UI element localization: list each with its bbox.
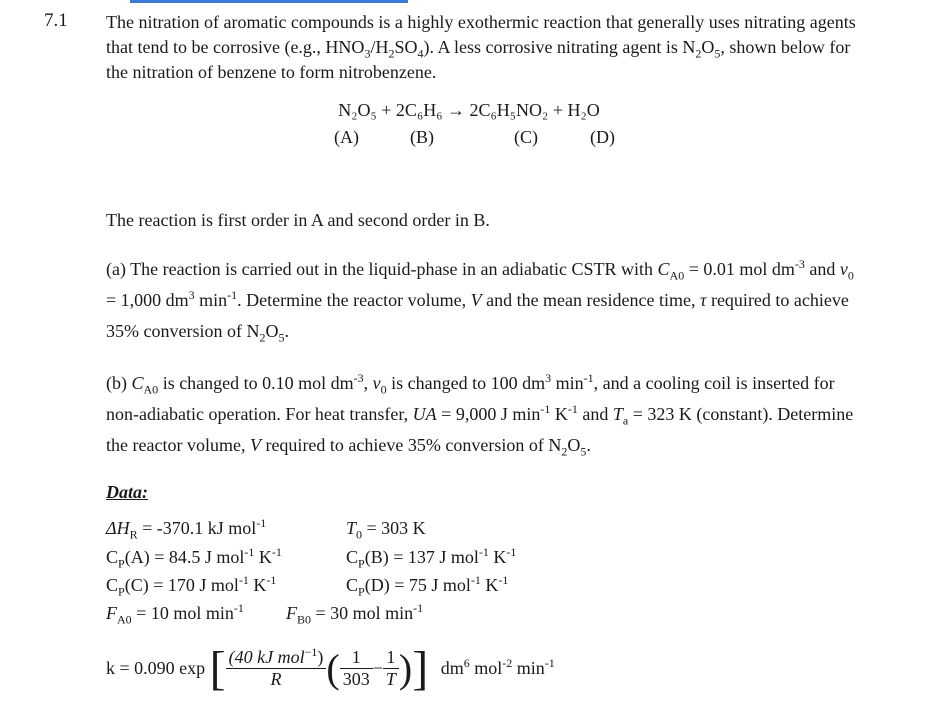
label-b: (B) — [410, 127, 434, 147]
part-a: (a) The reaction is carried out in the liquid-phase in an adiabatic CSTR with $C_{A0} = 0.01$ mol $dm^{-3}$ and $v_0 = 1,000$ $dm^3$ $\min^{-1}$. Determine the reactor volume, V and the mean residence time, τ required to achieve 35% conversion of $N_2O_5$. — [106, 257, 854, 345]
cpd-line: $C_P(D) = 75$ J mol$^{-1}$ $K^{-1}$ — [346, 573, 509, 599]
label-d: (D) — [590, 127, 615, 147]
part-b: (b) $C_{A0}$ is changed to 0.10 mol $dm^{-3}$, $v_0$ is changed to 100 $dm^3$ $\min^{-1}$, and a cooling coil is inserted for non-adiabatic operation. For heat transfer, UA = 9,000 J $\min^{-1} K^{-1}$ and $T_a = 323$ K (constant). Determine the reactor volume, V required to achieve 35% conversion of $N_2O_5$. — [106, 371, 854, 459]
cpa-line: $C_P(A) = 84.5$ J mol$^{-1}$ $K^{-1}$ — [106, 545, 282, 571]
delta-h-line: $\Delta H_R = -370.1$ kJ mol$^{-1}$ — [106, 516, 267, 542]
fb-line: $F_{B0} = 30$ mol $\min^{-1}$ — [286, 601, 424, 627]
top-accent-bar — [130, 0, 408, 3]
reaction-equation: N₂O₅ + 2C₆H₆ → 2C₆H₅NO₂ + H₂O — [338, 100, 600, 120]
label-a: (A) — [334, 127, 359, 147]
rate-constant-equation: k = 0.090 exp [ $\frac{(40 kJ mol^{-1})}{R}$ ( $\frac{1}{303}$ − $\frac{1}{T}$ )] $dm^6$ mol$^{-2}$ $\min^{-1}$ — [106, 642, 555, 695]
intro-paragraph: The nitration of aromatic compounds is a highly exothermic reaction that generally uses nitrating agents that tend to be corrosive (e.g., $HNO_3/H_2SO_4$). A less corrosive nitrating agent is $N_2O_5$, shown below for the nitration of benzene to form nitrobenzene. — [106, 12, 856, 82]
cpb-line: $C_P(B) = 137$ J mol$^{-1}$ $K^{-1}$ — [346, 545, 517, 571]
data-title: Data: — [106, 482, 148, 502]
t0-line: $T_0 = 303$ K — [346, 518, 426, 542]
label-c: (C) — [514, 127, 538, 147]
cpc-line: $C_P(C) = 170$ J mol$^{-1}$ $K^{-1}$ — [106, 573, 277, 599]
order-statement: The reaction is first order in A and second order in B. — [106, 210, 490, 230]
fa-line: $F_{A0} = 10$ mol $\min^{-1}$ — [106, 601, 244, 627]
problem-number: 7.1 — [44, 10, 68, 31]
